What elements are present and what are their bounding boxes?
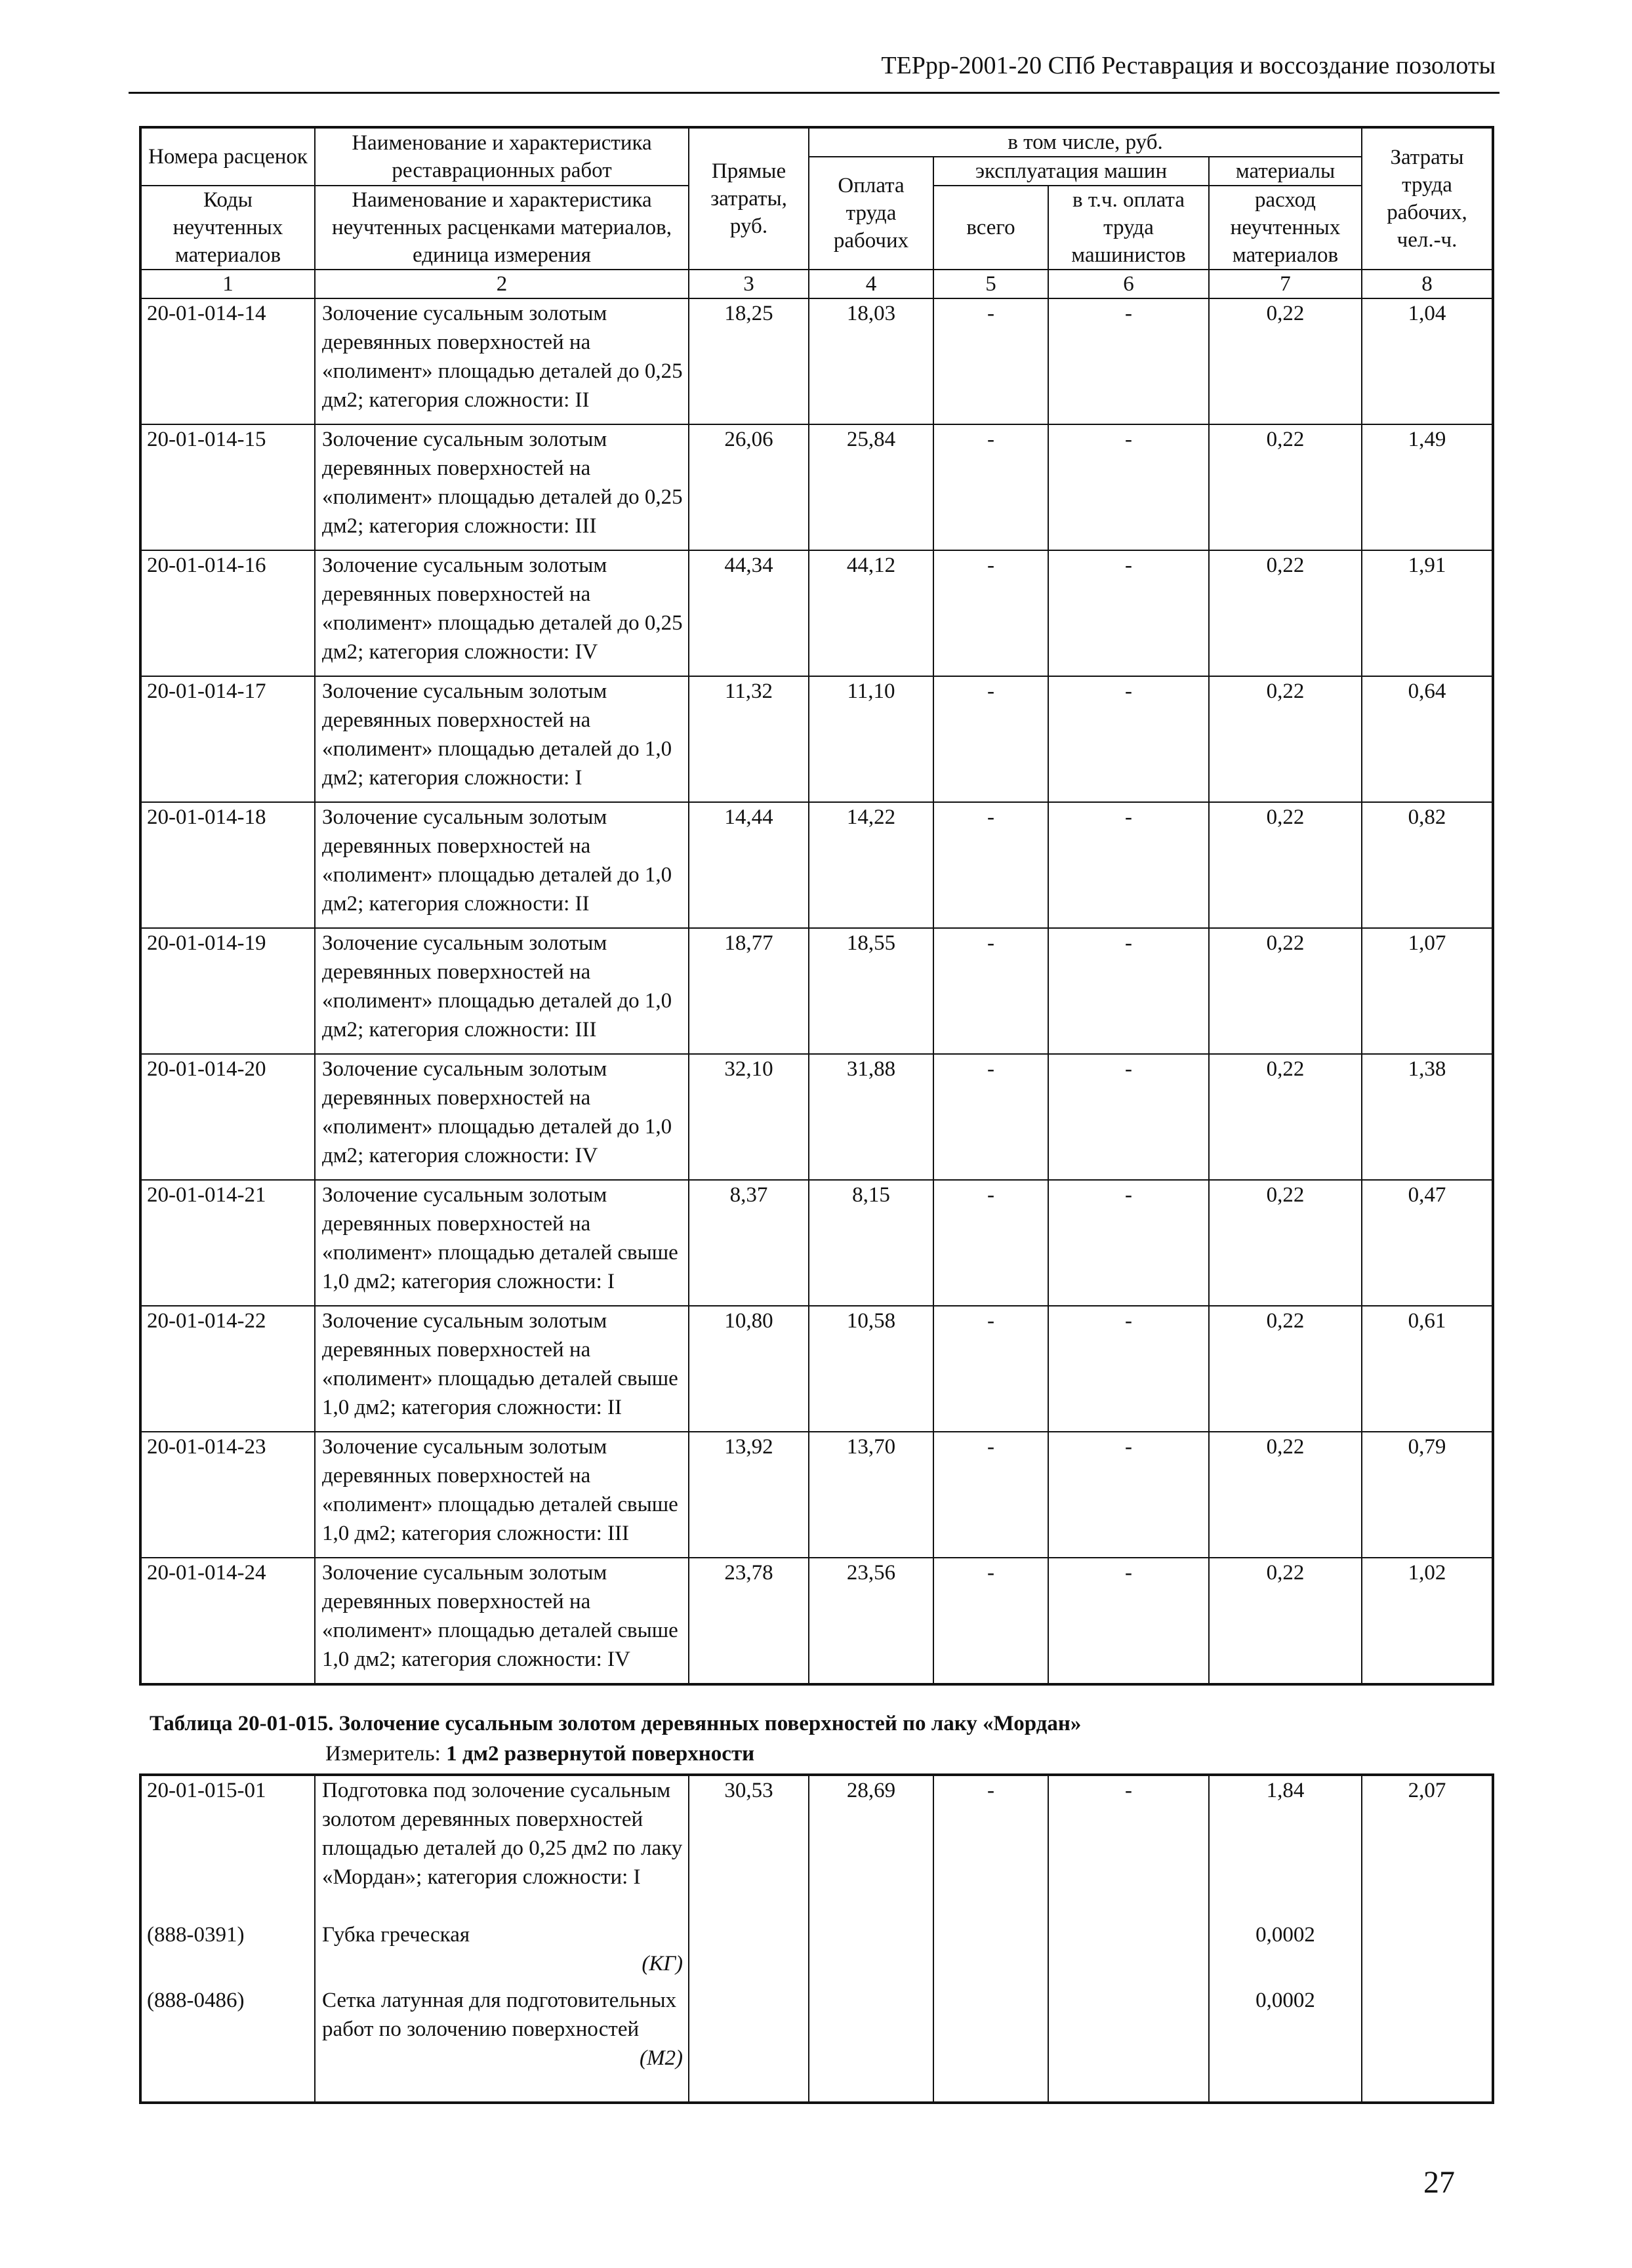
meter-line xyxy=(325,1742,754,1766)
labor-hours: 1,04 xyxy=(1362,298,1493,424)
machines-total: - xyxy=(933,424,1048,550)
col8-header: Затраты труда рабочих, чел.-ч. xyxy=(1362,127,1493,270)
table-row xyxy=(140,928,1493,1054)
rate-code: 20-01-014-22 xyxy=(140,1306,315,1432)
materials: 0,22 xyxy=(1209,424,1362,550)
col-number: 8 xyxy=(1362,270,1493,298)
direct-costs: 23,78 xyxy=(689,1558,809,1684)
empty-cell xyxy=(933,1920,1048,1986)
machinist-pay: - xyxy=(1048,1775,1209,1920)
labor-pay: 28,69 xyxy=(809,1775,933,1920)
col-number: 5 xyxy=(933,270,1048,298)
rate-code: 20-01-014-16 xyxy=(140,550,315,676)
machines-total: - xyxy=(933,802,1048,928)
table-row xyxy=(140,1180,1493,1306)
materials: 0,22 xyxy=(1209,1180,1362,1306)
machinist-pay: - xyxy=(1048,1054,1209,1180)
machinist-pay: - xyxy=(1048,1180,1209,1306)
materials: 0,22 xyxy=(1209,1054,1362,1180)
page-number: 27 xyxy=(1423,2165,1455,2200)
material-consumption: 0,0002 xyxy=(1209,1920,1362,1986)
rates-table-015 xyxy=(139,1773,1494,2104)
machines-total: - xyxy=(933,928,1048,1054)
rate-description: Золочение сусальным золотым деревянных поверхностей на «полимент» площадью деталей до 0,25 дм2; категория сложности: II xyxy=(315,298,689,424)
table-row xyxy=(140,676,1493,802)
direct-costs: 11,32 xyxy=(689,676,809,802)
col-number: 3 xyxy=(689,270,809,298)
machinist-pay: - xyxy=(1048,802,1209,928)
rate-description: Золочение сусальным золотым деревянных поверхностей на «полимент» площадью деталей до 0,25 дм2; категория сложности: IV xyxy=(315,550,689,676)
machines-total: - xyxy=(933,1558,1048,1684)
table-caption: Таблица 20-01-015. Золочение сусальным золотом деревянных поверхностей по лаку «Мордан» xyxy=(150,1712,1082,1735)
labor-hours: 0,82 xyxy=(1362,802,1493,928)
rate-code: 20-01-014-14 xyxy=(140,298,315,424)
labor-hours: 0,61 xyxy=(1362,1306,1493,1432)
group-materials-header: материалы xyxy=(1209,157,1362,186)
rate-description: Золочение сусальным золотым деревянных поверхностей на «полимент» площадью деталей свыше 1,0 дм2; категория сложности: I xyxy=(315,1180,689,1306)
col-number: 7 xyxy=(1209,270,1362,298)
machinist-pay: - xyxy=(1048,1306,1209,1432)
rate-code: 20-01-014-24 xyxy=(140,1558,315,1684)
rate-code: 20-01-014-18 xyxy=(140,802,315,928)
rate-code: 20-01-014-21 xyxy=(140,1180,315,1306)
labor-pay: 31,88 xyxy=(809,1054,933,1180)
col5-header: всего xyxy=(933,186,1048,270)
table-row xyxy=(140,1306,1493,1432)
direct-costs: 32,10 xyxy=(689,1054,809,1180)
header-rule xyxy=(129,92,1499,94)
material-description xyxy=(315,1920,689,1986)
machines-total: - xyxy=(933,1775,1048,1920)
col1-top-header: Номера расценок xyxy=(140,127,315,186)
empty-cell xyxy=(1048,1986,1209,2103)
empty-cell xyxy=(809,1986,933,2103)
rates-table xyxy=(139,126,1494,1686)
machinist-pay: - xyxy=(1048,1558,1209,1684)
materials: 0,22 xyxy=(1209,928,1362,1054)
labor-hours: 1,07 xyxy=(1362,928,1493,1054)
rate-code: 20-01-015-01 xyxy=(140,1775,315,1920)
col-number: 2 xyxy=(315,270,689,298)
material-name: Сетка латунная для подготовительных работ по золочению поверхностей xyxy=(322,1989,677,2041)
machinist-pay: - xyxy=(1048,676,1209,802)
table-row xyxy=(140,1558,1493,1684)
rate-description: Золочение сусальным золотым деревянных поверхностей на «полимент» площадью деталей до 1,0 дм2; категория сложности: II xyxy=(315,802,689,928)
table-row xyxy=(140,802,1493,928)
direct-costs: 30,53 xyxy=(689,1775,809,1920)
labor-pay: 44,12 xyxy=(809,550,933,676)
table-row xyxy=(140,1054,1493,1180)
materials: 1,84 xyxy=(1209,1775,1362,1920)
empty-cell xyxy=(1362,1920,1493,1986)
material-unit: (КГ) xyxy=(642,1952,683,1975)
col7-header: расход неучтенных материалов xyxy=(1209,186,1362,270)
material-unit: (М2) xyxy=(640,2046,683,2070)
material-name: Губка греческая xyxy=(322,1923,470,1947)
machinist-pay: - xyxy=(1048,298,1209,424)
material-row xyxy=(140,1986,1493,2103)
rate-description: Золочение сусальным золотым деревянных поверхностей на «полимент» площадью деталей до 1,0 дм2; категория сложности: IV xyxy=(315,1054,689,1180)
material-code: (888-0486) xyxy=(140,1986,315,2103)
labor-hours: 0,79 xyxy=(1362,1432,1493,1558)
materials: 0,22 xyxy=(1209,1558,1362,1684)
rate-description: Золочение сусальным золотым деревянных поверхностей на «полимент» площадью деталей свыше 1,0 дм2; категория сложности: II xyxy=(315,1306,689,1432)
material-consumption: 0,0002 xyxy=(1209,1986,1362,2103)
col2-top-header: Наименование и характеристика реставрационных работ xyxy=(315,127,689,186)
rate-description: Золочение сусальным золотым деревянных поверхностей на «полимент» площадью деталей до 0,25 дм2; категория сложности: III xyxy=(315,424,689,550)
col4-header: Оплата труда рабочих xyxy=(809,157,933,270)
labor-pay: 10,58 xyxy=(809,1306,933,1432)
labor-pay: 23,56 xyxy=(809,1558,933,1684)
labor-pay: 13,70 xyxy=(809,1432,933,1558)
rate-description: Подготовка под золочение сусальным золотом деревянных поверхностей площадью деталей до 0,25 дм2 по лаку «Мордан»; категория сложности: I xyxy=(315,1775,689,1920)
empty-cell xyxy=(1048,1920,1209,1986)
machines-total: - xyxy=(933,1054,1048,1180)
materials: 0,22 xyxy=(1209,550,1362,676)
page-header-title: ТЕРрр-2001-20 СПб Реставрация и воссоздание позолоты xyxy=(881,52,1496,79)
labor-hours: 1,91 xyxy=(1362,550,1493,676)
meter-value: 1 дм2 развернутой поверхности xyxy=(446,1742,755,1766)
col2-bottom-header: Наименование и характеристика неучтенных расценками материалов, единица измерения xyxy=(315,186,689,270)
direct-costs: 18,25 xyxy=(689,298,809,424)
empty-cell xyxy=(809,1920,933,1986)
col-number: 6 xyxy=(1048,270,1209,298)
rate-code: 20-01-014-20 xyxy=(140,1054,315,1180)
direct-costs: 10,80 xyxy=(689,1306,809,1432)
materials: 0,22 xyxy=(1209,1432,1362,1558)
rate-description: Золочение сусальным золотым деревянных поверхностей на «полимент» площадью деталей свыше 1,0 дм2; категория сложности: III xyxy=(315,1432,689,1558)
direct-costs: 18,77 xyxy=(689,928,809,1054)
table-row xyxy=(140,424,1493,550)
machines-total: - xyxy=(933,676,1048,802)
machinist-pay: - xyxy=(1048,1432,1209,1558)
table-row xyxy=(140,1432,1493,1558)
empty-cell xyxy=(933,1986,1048,2103)
col-number: 1 xyxy=(140,270,315,298)
labor-hours: 2,07 xyxy=(1362,1775,1493,1920)
meter-label: Измеритель: xyxy=(325,1742,441,1766)
col6-header: в т.ч. оплата труда машинистов xyxy=(1048,186,1209,270)
empty-cell xyxy=(689,1920,809,1986)
labor-hours: 0,47 xyxy=(1362,1180,1493,1306)
materials: 0,22 xyxy=(1209,676,1362,802)
labor-pay: 25,84 xyxy=(809,424,933,550)
labor-pay: 18,55 xyxy=(809,928,933,1054)
rate-description: Золочение сусальным золотым деревянных поверхностей на «полимент» площадью деталей до 1,0 дм2; категория сложности: I xyxy=(315,676,689,802)
materials: 0,22 xyxy=(1209,298,1362,424)
direct-costs: 14,44 xyxy=(689,802,809,928)
direct-costs: 44,34 xyxy=(689,550,809,676)
direct-costs: 13,92 xyxy=(689,1432,809,1558)
rate-code: 20-01-014-15 xyxy=(140,424,315,550)
labor-hours: 1,49 xyxy=(1362,424,1493,550)
table-row xyxy=(140,298,1493,424)
material-description xyxy=(315,1986,689,2103)
labor-hours: 1,38 xyxy=(1362,1054,1493,1180)
labor-hours: 0,64 xyxy=(1362,676,1493,802)
rate-code: 20-01-014-23 xyxy=(140,1432,315,1558)
rate-description: Золочение сусальным золотым деревянных поверхностей на «полимент» площадью деталей свыше 1,0 дм2; категория сложности: IV xyxy=(315,1558,689,1684)
material-row xyxy=(140,1920,1493,1986)
table-row xyxy=(140,1775,1493,1920)
labor-pay: 14,22 xyxy=(809,802,933,928)
machines-total: - xyxy=(933,1432,1048,1558)
materials: 0,22 xyxy=(1209,1306,1362,1432)
machinist-pay: - xyxy=(1048,928,1209,1054)
machines-total: - xyxy=(933,298,1048,424)
col-number: 4 xyxy=(809,270,933,298)
labor-pay: 8,15 xyxy=(809,1180,933,1306)
labor-hours: 1,02 xyxy=(1362,1558,1493,1684)
direct-costs: 8,37 xyxy=(689,1180,809,1306)
group-machines-header: эксплуатация машин xyxy=(933,157,1209,186)
direct-costs: 26,06 xyxy=(689,424,809,550)
labor-pay: 18,03 xyxy=(809,298,933,424)
materials: 0,22 xyxy=(1209,802,1362,928)
rate-code: 20-01-014-17 xyxy=(140,676,315,802)
rate-code: 20-01-014-19 xyxy=(140,928,315,1054)
empty-cell xyxy=(689,1986,809,2103)
machines-total: - xyxy=(933,1180,1048,1306)
material-code: (888-0391) xyxy=(140,1920,315,1986)
machinist-pay: - xyxy=(1048,550,1209,676)
machines-total: - xyxy=(933,550,1048,676)
labor-pay: 11,10 xyxy=(809,676,933,802)
rate-description: Золочение сусальным золотым деревянных поверхностей на «полимент» площадью деталей до 1,0 дм2; категория сложности: III xyxy=(315,928,689,1054)
machinist-pay: - xyxy=(1048,424,1209,550)
col3-header: Прямые затраты, руб. xyxy=(689,127,809,270)
table-row xyxy=(140,550,1493,676)
machines-total: - xyxy=(933,1306,1048,1432)
empty-cell xyxy=(1362,1986,1493,2103)
group-in-total-header: в том числе, руб. xyxy=(809,127,1362,157)
col1-bottom-header: Коды неучтенных материалов xyxy=(140,186,315,270)
